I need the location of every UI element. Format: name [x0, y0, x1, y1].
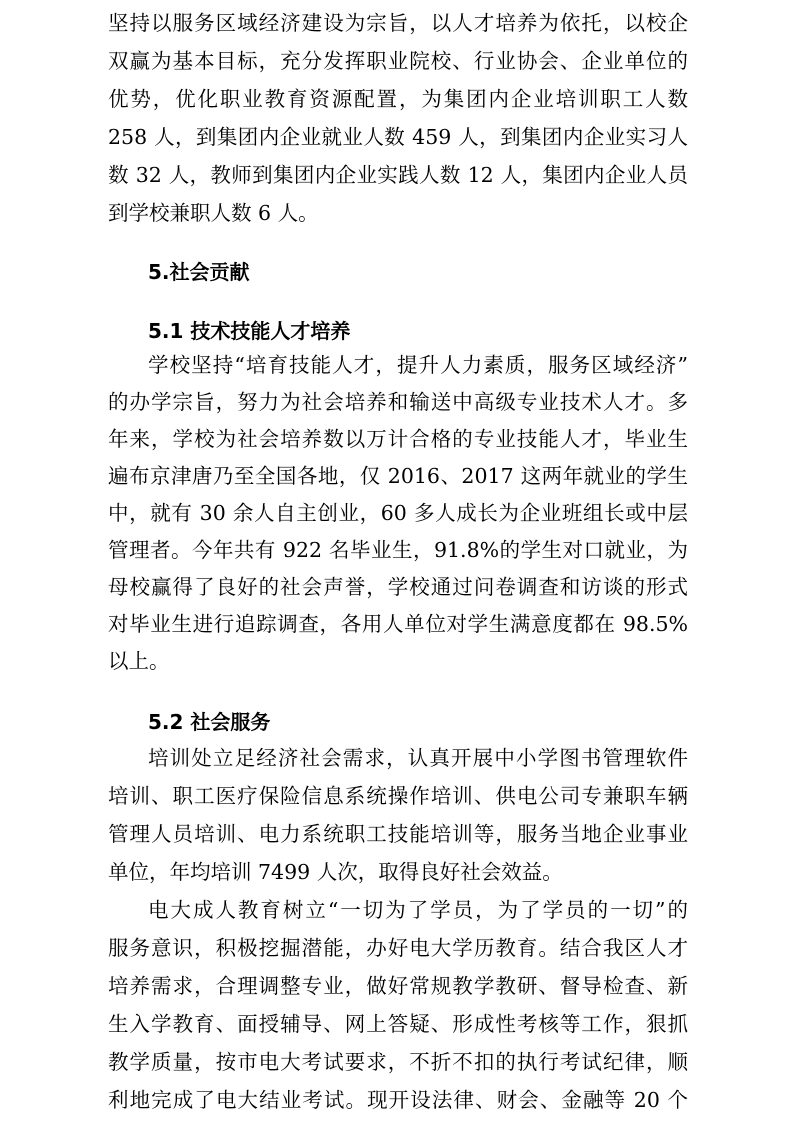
text-line: 的办学宗旨，努力为社会培养和输送中高级专业技术人才。多: [108, 390, 688, 414]
text-line: 学校坚持“培育技能人才，提升人力素质，服务区域经济”: [148, 353, 688, 377]
text-line: 年来，学校为社会培养数以万计合格的专业技能人才，毕业生: [108, 427, 688, 451]
text-line: 培养需求，合理调整专业，做好常规教学教研、督导检查、新: [108, 974, 688, 998]
text-line: 母校赢得了良好的社会声誉，学校通过问卷调查和访谈的形式: [108, 575, 688, 599]
section-heading-5: 5.社会贡献: [148, 260, 250, 284]
text-line: 258 人，到集团内企业就业人数 459 人，到集团内企业实习人: [108, 125, 688, 149]
text-line: 培训、职工医疗保险信息系统操作培训、供电公司专兼职车辆: [108, 784, 688, 808]
text-line: 服务意识，积极挖掘潜能，办好电大学历教育。结合我区人才: [108, 936, 688, 960]
text-line: 管理人员培训、电力系统职工技能培训等，服务当地企业事业: [108, 822, 688, 846]
text-line: 双赢为基本目标，充分发挥职业院校、行业协会、企业单位的: [108, 49, 688, 73]
section-heading-5-1: 5.1 技术技能人才培养: [148, 319, 351, 343]
text-line: 对毕业生进行追踪调查，各用人单位对学生满意度都在 98.5%: [108, 612, 688, 636]
section-heading-5-2: 5.2 社会服务: [148, 710, 271, 734]
text-line: 优势，优化职业教育资源配置，为集团内企业培训职工人数: [108, 87, 688, 111]
text-line: 以上。: [108, 649, 170, 673]
text-line: 数 32 人，教师到集团内企业实践人数 12 人，集团内企业人员: [108, 163, 688, 187]
text-line: 遍布京津唐乃至全国各地，仅 2016、2017 这两年就业的学生: [108, 464, 688, 488]
text-line: 管理者。今年共有 922 名毕业生，91.8%的学生对口就业，为: [108, 538, 688, 562]
text-line: 中，就有 30 余人自主创业，60 多人成长为企业班组长或中层: [108, 501, 688, 525]
text-line: 利地完成了电大结业考试。现开设法律、财会、金融等 20 个: [108, 1088, 688, 1112]
text-line: 教学质量，按市电大考试要求，不折不扣的执行考试纪律，顺: [108, 1050, 688, 1074]
text-line: 生入学教育、面授辅导、网上答疑、形成性考核等工作，狠抓: [108, 1012, 688, 1036]
text-line: 单位，年均培训 7499 人次，取得良好社会效益。: [108, 860, 563, 884]
text-line: 培训处立足经济社会需求，认真开展中小学图书管理软件: [148, 746, 688, 770]
text-line: 坚持以服务区域经济建设为宗旨，以人才培养为依托，以校企: [108, 11, 688, 35]
text-line: 到学校兼职人数 6 人。: [108, 201, 319, 225]
text-line: 电大成人教育树立“一切为了学员，为了学员的一切”的: [148, 898, 688, 922]
